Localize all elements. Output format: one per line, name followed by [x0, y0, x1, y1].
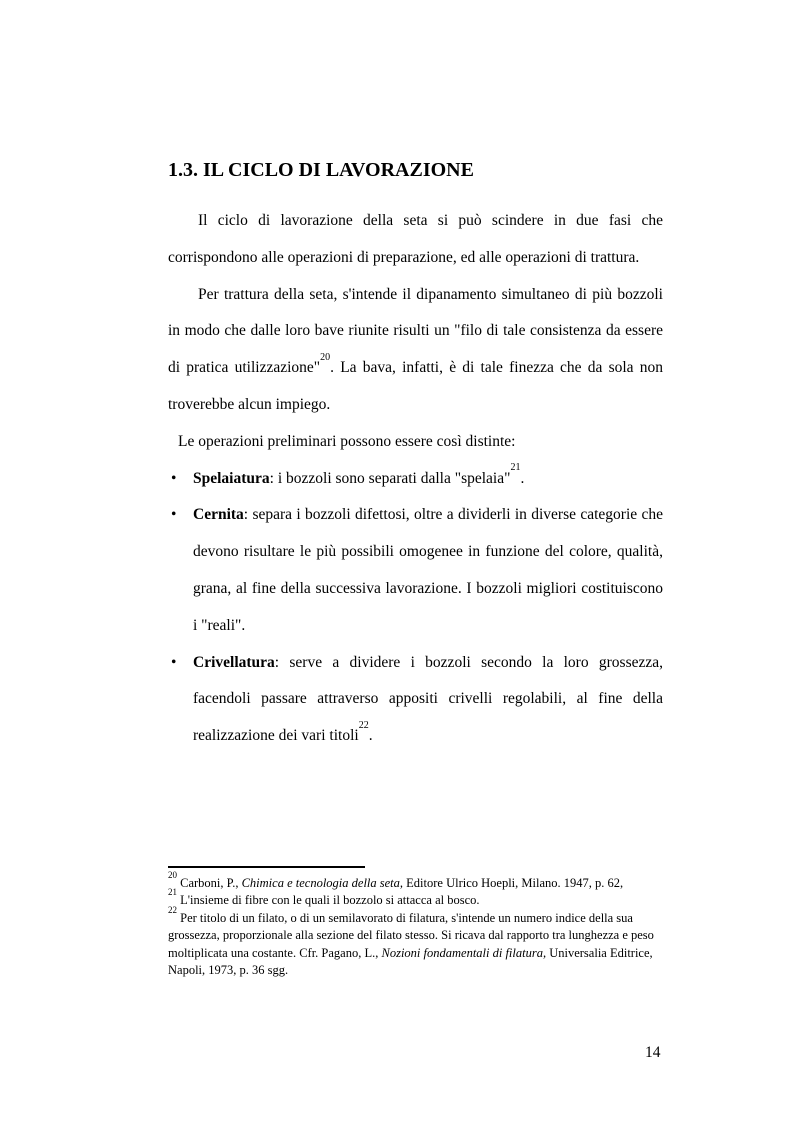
footnote-22-number: 22 — [168, 904, 177, 915]
footnote-text: Per titolo di un filato, o di un semilavorato di filatura, s'intende un numero indice della sua grossezza, proporzionale alla sezione del filato stesso. Si ricava dal rapporto tra lunghezza e peso moltiplicata una costante. Cfr. Pagano, L., — [168, 910, 654, 960]
bullet-text: : separa i bozzoli difettosi, oltre a dividerli in diverse categorie che devono risultare le più possibili omogenee in funzione del colore, qualità, grana, al fine della successiva lavorazione. I bozzoli migliori costituiscono i "reali". — [193, 506, 663, 634]
bullet-icon: • — [171, 653, 177, 671]
footnote-separator-rule — [168, 866, 365, 868]
operations-list — [168, 461, 663, 755]
footnote-text: Carboni, P., — [177, 876, 242, 890]
book-title: Chimica e tecnologia della seta, — [241, 876, 404, 890]
footnote-20 — [168, 869, 670, 892]
section-heading: 1.3. IL CICLO DI LAVORAZIONE — [168, 159, 474, 182]
footnote-20-number: 20 — [168, 869, 177, 880]
paragraph-text: Le operazioni preliminari possono essere così distinte: — [178, 432, 516, 450]
footnote-ref-22: 22 — [358, 720, 369, 731]
footnote-text: Universalia Editrice, Napoli, 1973, p. 36 sgg. — [168, 945, 653, 978]
footnotes-section — [168, 866, 670, 979]
list-item-crivellatura — [168, 645, 663, 755]
body-text — [168, 203, 663, 755]
bullet-text: : i bozzoli sono separati dalla "spelaia" — [269, 469, 511, 487]
footnote-22 — [168, 904, 670, 980]
bullet-icon: • — [171, 506, 177, 524]
footnote-21 — [168, 887, 670, 909]
footnote-21-number: 21 — [168, 887, 177, 898]
footnote-text: Editore Ulrico Hoepli, Milano. 1947, p. 62, — [403, 876, 624, 890]
paragraph-text: Per trattura della seta, s'intende il dipanamento simultaneo di più bozzoli in modo che dalle loro bave riunite risulti un "filo di tale consistenza da essere di pratica utilizzazione" — [168, 285, 663, 377]
bullet-text: : serve a dividere i bozzoli secondo la loro grossezza, facendoli passare attraverso appositi crivelli regolabili, al fine della realizzazione dei vari titoli — [193, 653, 663, 745]
list-item-spelaiatura — [168, 461, 663, 498]
page-number: 14 — [645, 1044, 661, 1061]
list-item-cernita — [168, 497, 663, 644]
paragraph-operations-lead — [168, 424, 663, 461]
footnote-ref-20: 20 — [320, 352, 331, 364]
paragraph-text: Il ciclo di lavorazione della seta si può scindere in due fasi che corrispondono alle operazioni di preparazione, ed alle operazioni di trattura. — [168, 212, 663, 266]
footnote-text: L'insieme di fibre con le quali il bozzolo si attacca al bosco. — [177, 893, 480, 908]
paragraph-intro — [168, 203, 663, 277]
footnote-ref-21: 21 — [510, 462, 521, 474]
book-title: Nozioni fondamentali di filatura, — [381, 945, 547, 960]
bullet-term: Spelaiatura — [193, 469, 270, 487]
bullet-icon: • — [171, 469, 177, 487]
paragraph-trattura — [168, 277, 663, 424]
bullet-term: Crivellatura — [193, 653, 275, 671]
bullet-term: Cernita — [193, 506, 244, 524]
bullet-text: . — [368, 727, 373, 745]
paragraph-text: . La bava, infatti, è di tale finezza che da sola non troverebbe alcun impiego. — [168, 359, 663, 413]
bullet-text: . — [520, 469, 525, 487]
